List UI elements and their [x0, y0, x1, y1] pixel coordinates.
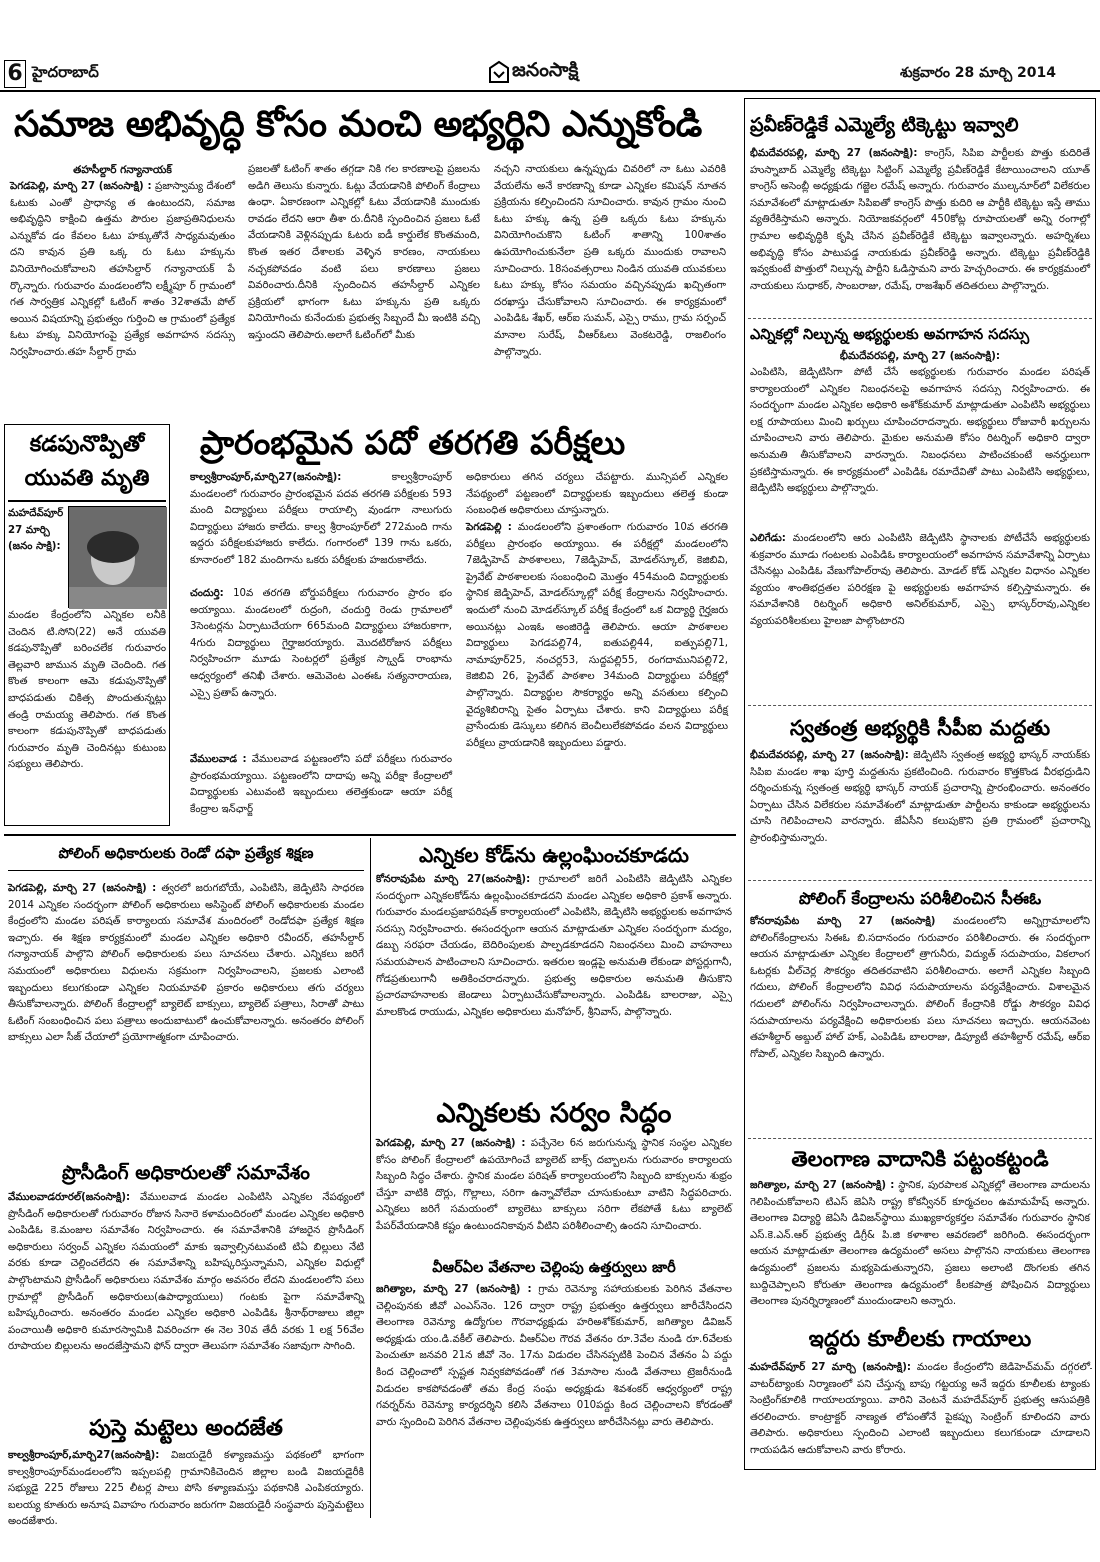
workers-dateline: మహదేవ్‌పూర్ 27 మార్చి (జనంసాక్షి):: [750, 1362, 911, 1373]
separator: [748, 880, 1092, 881]
exams-body-3: [190, 752, 452, 818]
page-number: [4, 60, 26, 88]
telangana-dateline: జగిత్యాల, మార్చి 27 (జనంసాక్షి) :: [750, 1180, 895, 1191]
ready-text: పచ్చేనెల 6న జరుగునున్న స్థానిక సంస్థల ఎన్నికల కోసం పోలింగ్ కేంద్రాలలో ఉపయోగించే బ్యాలెట్ బాక్స్ దబ్బాలను గురువారం కార్యాలయ సిబ్బంది సిద్ధం చేశారు. స్థానిక మండల పరిషత్ కార్యాలయంలోని సిబ్బంది బాక్సులను శుభ్రం చేస్తూ వాటికి దొర్లు, గొల్లాలు, సరిగా ఉన్నావోలేవా చూసుకుంటూ వాటిని సిద్ధపరిచారు. ఎన్నికలు జరిగే సమయంలో బ్యాలెటు బాక్సులు సరిగా లేకపోతే ఓటు బ్యాలెట్ పేపర్‌వేయడానికి కష్టం ఉంటుందనికావున వీటిని పరిశీలించాల్సి ఉందని సూచించారు.: [376, 1138, 732, 1232]
exams-body-5: [466, 520, 728, 820]
vra-body: [376, 1282, 732, 1514]
presiding-text: వేములవాడ మండల ఎంపిటిసి ఎన్నికల నేపథ్యంలో ప్రొసీడింగ్ అధికారులతో గురువారం రోజున సినారె కళామందిరంలో మండల ఎన్నికల అధికారి ఎంపిడిఓ కె.మంజుల సమావేశం నిర్వహించారు. ఈ సమావేశానికి హాజరైన ప్రొసీడింగ్ అధికారులు సర్వంచ్ ఎన్నికల సమయంలో మాకు ఇవ్వాల్సినటువంటి టిఏ బిల్లులు నేటి వరకు కూడా చెల్లించలేదని ఈ సమావేశాన్ని బహిష్కరిస్తున్నామని, ఎన్నికల విధుల్లో పాల్గొంటామని ప్రొసీడింగ్ అధికారులు సమావేశం మార్గం అవసరం లేదని మండలంలోని పలు గ్రామాల్లో ప్రొసీడింగ్ అధికారులు(ఉపాధ్యాయులు) గంటకు పైగా సమావేశాన్ని బహిష్కరించారు. అనంతరం మండల ఎన్నికల అధికారి ఎంపిడిఓ శ్రీనాథ్‌రాజులు జిల్లా పంచాయితీ అధికారి కుమారస్వామికి వివరించగా ఈ నెల 30వ తేదీ వరకు 1 లక్ష 56వేల రూపాయల బిల్లులను అందజేస్తామని ఫోన్ ద్వారా తెలుపగా సమావేశం సజావుగా సాగింది.: [8, 1192, 364, 1353]
exams-col-2: [466, 470, 728, 820]
story-polling-training: [8, 838, 364, 1145]
cpi-dateline: భీమదేవరపల్లి, మార్చి 27 (జనంసాక్షి):: [750, 750, 909, 761]
logo-text: జనంసాక్షి: [512, 59, 579, 81]
exams-text-2: 10వ తరగతి బోర్డుపరీక్షలు గురువారం ప్రారం భం అయ్యాయి. మండలంలో రుద్రంగి, చందుర్తి రెండు గ్రామాలలో 3సెంటర్లను ఏర్పాటుచేయగా 665మంది విద్యార్థులు హాజరుకాగా, 4గురు విద్యార్థులు గైర్హాజరయ్యారు. మొదటిరోజున పరీక్షలు నిర్వహించగా మూడు సెంటర్లలో ప్రత్యేక స్క్వాడ్ రాంభాను ఆధ్వర్యంలో తనిఖీ చేశారు. ఆమెవెంట ఎంఈఓ సత్యనారాయణ, ఎస్సై ప్రతాప్ ఉన్నారు.: [190, 588, 452, 699]
story-cpi-support: [750, 708, 1090, 882]
death-headline-2: యువతి మృతి: [24, 466, 150, 491]
exams-col-1: [190, 470, 452, 818]
wedding-text: విజయడైరీ కళ్యాణమస్తు పథకంలో భాగంగా కాల్వశ్రీరాంపూర్‌మండలంలోని ఇప్పలపల్లి గ్రామానికిచెందిన జిల్లాల బండి విజయడైరీకి సభ్యుడై 225 రోజులు 225 లీటర్ల పాలు పోసి కళ్యాణమస్తు పథకానికి ఎంపికయ్యారు. బలయ్య కూతురు అనూష వివాహం గురువారం జరుగగా విజయడైరీ సంస్థవారు పుస్తెమట్టెలు అందజేశారు.: [8, 1450, 364, 1528]
death-body: మండల కేంద్రంలోని ఎన్నికల లనీకి చెందిన టి.సోని(22) అనే యువతి కడపునొప్పితో బరించలేక గురువారం తెల్లవారి జామున మృతి చెందింది. గత కొంత కాలంగా ఆమె కడుపునొప్పితో బాధపడుతు చికిత్స పొందుతున్నట్లు తండ్రి రామయ్య తెలిపారు. గత కొంత కాలంగా కడుపునొప్పితో బాధపడుతు గురువారం మృతి చెందినట్లు కుటుంబ సభ్యులు తెలిపారు.: [8, 610, 166, 771]
praveen-headline: ప్రవీణ్‌రెడ్డికే ఎమ్మెల్యే టిక్కెట్టు ఇవ్వాలి: [750, 114, 1019, 136]
exams-dateline-3: వేములవాడ :: [190, 754, 247, 765]
story-presiding: [8, 1156, 364, 1406]
vra-headline: వీఆర్ఏల వేతనాల చెల్లింపు ఉత్తర్వులు జారీ: [432, 1260, 676, 1276]
presiding-headline: ప్రొసీడింగ్ అధికారులతో సమావేశం: [62, 1162, 310, 1184]
story-election-code: [376, 838, 732, 1088]
ready-body: [376, 1136, 732, 1254]
story-vra-wages: [376, 1254, 732, 1514]
vra-text: గ్రామ రెవెన్యూ సహాయకులకు పెరిగిన వేతనాల చెల్లింపునకు జీవో ఎంఎస్‌నెం. 126 ద్వారా రాష్ట్ర ప్రభుత్వం ఉత్తర్వులు జారీచేసిందని తెలంగాణ రెవెన్యూ ఉద్యోగుల గౌరవాధ్యక్షుడు హరిఅశోక్‌కుమార్, జగిత్యాల డివిజన్ అధ్యక్షుడు యం.డి.వకీల్ తెలిపారు. వీఆర్ఏల గౌరవ వేతనం రూ.3వేల నుండి రూ.6వేలకు పెంచుతూ జనవరి 21న జీవో నెం. 17ను విడుదల చేసినప్పటికి పెంచిన వేతనం ఏ పద్దు కింద చెల్లించాలో స్పష్టత నివ్వకపోవడంతో గత 3మాసాల నుండి వేతనాలు ట్రెజరీనుండి విడుదల కాకపోవడంతో తమ కేంద్ర సంఘ అధ్యక్షుడు శివశంకర్ ఆధ్వర్యంలో రాష్ట్ర గవర్నర్‌ను రెవెన్యూ కార్యదర్శిని కలిసి వేతనాలు 010పద్దు కింద చెల్లించాలని కోరడంతో వారు స్పందించి పెరిగిన వేతనాల చెల్లింపునకు ఉత్తర్వులు జారీచేసినట్లు వారు తెలిపారు.: [376, 1284, 732, 1428]
lead-body-2: ప్రజలతో ఓటింగ్ శాతం తగ్గడా నికి గల కారణాలపై ప్రజలను అడిగి తెలుసు కున్నారు. ఓట్లు వేయడానికి పోలింగ్ కేంద్రాలు ఉంధా. ఏకారణంగా ఎన్నికల్లో ఓటు వేయడానికి ముందుకు రావడం లేదని ఆరా తీశా రు.దీనికి స్పందించిన ప్రజలు ఓటే వేయడానికి వెళ్లినప్పుడు ఓటరు ఐడీ కార్డులేక కొంతమంది, కొంత ఇతర దేశాలకు వెళ్ళిన కారణం, నాయకులు నచ్చకపోవడం వంటి పలు కారణాలు ప్రజలు వివరించారు.దీనికి స్పందించిన తహసీల్దార్ ఎన్నికల ప్రక్రియలో భాగంగా ఓటు హక్కును ప్రతి ఒక్కరు వినియోగించు కునేందుకు ప్రభుత్వ సిబ్బందే మీ ఇంటికి వచ్చి ఇస్తుందని తెలిపారు.అలాగే ఓటింగ్‌లో మీకు: [248, 164, 480, 341]
polling-headline: పోలింగ్ అధికారులకు రెండో దఫా ప్రత్యేక శిక్షణ: [8, 838, 364, 871]
awareness-headline: ఎన్నికల్లో నిల్చున్న అభ్యర్థులకు అవగాహన సదస్సు: [750, 327, 1030, 343]
awareness-dateline: భీమదేవరపల్లి, మార్చి 27 (జనంసాక్షి):: [839, 350, 1001, 362]
workers-headline: ఇద్దరు కూలీలకు గాయాలు: [750, 1320, 1090, 1360]
story-wedding: [8, 1410, 364, 1548]
vra-dateline: జగిత్యాల, మార్చి 27 (జనంసాక్షి) :: [376, 1284, 532, 1295]
polling-text: త్వరలో జరుగబోయే, ఎంపిటిసి, జెడ్పిటిసి సాధరణ 2014 ఎన్నికల సందర్భంగా పోలింగ్ అధికారులు అసిస్టెంట్ పోలింగ్ అధికారులకు మండల కేంద్రంలోని మండల పరిషత్ కార్యాలయ సమావేశ మందిరంలో రెండోదఫా ప్రత్యేక శిక్షణ ఇచ్చారు. ఈ శిక్షణ కార్యక్రమంలో మండల ఎన్నికల అధికారి రవీందర్, తహసీల్దార్ గన్యానాయక్ పాల్గొని పోలింగ్ అధికారులకు పలు సూచనలు చేశారు. ఎన్నికలు జరిగే సమయంలో అధికారులు విధులను సక్రమంగా నిర్వహించాలని, ప్రజలకు ఎలాంటి ఇబ్బందులు కలుగకుండా ఎన్నికల నియమావళి ప్రకారం అధికారులు తగు చర్యలు తీసుకోవాలన్నారు. పోలింగ్ కేంద్రాలల్లో బ్యాలెట్ బాక్సులు, బ్యాలెట్ పత్రాలు, సిరాతో పాటు ఓటింగ్ సంబంధించిన పలు పత్రాలు అందుబాటులో ఉంచుకోవాలన్నారు. అనంతరం పోలింగ్ బాక్సులు ఎలా సీజ్ చేయాలో ప్రయోగాత్మకంగా చూపించారు.: [8, 883, 364, 1044]
awareness-dateline-2: ఎలిగేడు:: [750, 533, 786, 544]
death-rule: [8, 500, 166, 502]
lead-col-1: [10, 162, 235, 358]
praveen-body: [750, 146, 1090, 314]
lead-story: [10, 100, 730, 358]
section-rule: [4, 834, 736, 836]
exams-body-4: అధికారులు తగిన చర్యలు చేపట్టారు. మున్సిపల్ ఎన్నికల నేపథ్యంలో పట్టణంలో విద్యార్థులకు ఇబ్బందులు తలెత్త కుండా సంబంధిత అధికారులు చూస్తున్నారు.: [466, 472, 728, 517]
story-all-ready: [376, 1092, 732, 1254]
lead-dateline: పెగడపెల్లి, మార్చి 27 (జనంసాక్షి) :: [10, 181, 152, 192]
code-dateline: కోనరావుపేట మార్చి 27(జనంసాక్షి):: [376, 874, 531, 885]
ceo-text: మండలంలోని అన్నిగ్రామాలలోని పోలింగ్‌కేంద్రాలను సిఈఓ బి.సదానందం గురువారం పరిశీలించారు. ఈ సందర్భంగా ఆయన మాట్లాడుతూ ఎన్నికల కేంద్రాలలో త్రాగునీరు, విద్యుత్ సదుపాయం, వికలాంగ ఓటర్లకు వీల్‌చెర్ల సౌకర్యం తదితరవాటిని పరిశీలించారు. అలాగే ఎన్నికల సిబ్బంది గదులు, పోలింగ్ కేంద్రాలలోని వివిధ సదుపాయాలను పర్యవేక్షించారు. విశాలమైన గదులలో పోలింగ్‌ను నిర్వహించాలన్నారు. పోలింగ్ కేంద్రానికి రోడ్డు సౌకర్యం వివిధ సదుపాయాలను పర్యవేక్షించి అధికారులకు పలు సూచనలు ఇచ్చారు. ఆయనవెంట తహశీల్దార్ అబ్దుల్ హాల్ హక్, ఎంపిడిఓ బాలరాజు, డిప్యూటీ తహశీల్దార్ రమేష్, ఆర్ఐ గోపాల్, ఎన్నికల సిబ్బంది ఉన్నారు.: [750, 916, 1090, 1060]
exams-dateline: కాల్వశ్రీరాంపూర్,మార్చి27(జనంసాక్షి):: [190, 472, 342, 483]
ready-dateline: పెగడపెల్లి, మార్చి 27 (జనంసాక్షి) :: [376, 1138, 526, 1149]
cpi-text: జెడ్పిటిసి స్వతంత్ర అభ్యర్థి భాస్కర్ నాయక్‌కు సిపిఐ మండల శాఖ పూర్తి మద్దతును ప్రకటించింది. గురువారం కొత్తకొండ వీరభద్రుడిని దర్శించుకున్న స్వతంత్ర అభ్యర్థి భాస్కర్ నాయక్ ప్రచారాన్ని ప్రారంభించారు. అనంతరం ఏర్పాటు చేసిన విలేకరుల సమావేశంలో మాట్లాడుతూ పార్టీలను కాకుండా అభ్యర్థులను చూసి గెలిపించాలని వారన్నారు. జేఏసీని కలుపుకొని ప్రతి గ్రామంలో ప్రచారాన్ని ప్రారంభిస్తామన్నారు.: [750, 750, 1091, 844]
ceo-headline: పోలింగ్ కేంద్రాలను పరిశీలించిన సీఈఓ: [798, 889, 1042, 908]
exams-dateline-4: పెగడపెల్లి :: [466, 522, 512, 533]
exams-text-1: కాల్వశ్రీరాంపూర్ మండలంలో గురువారం ప్రారంభమైన పదవ తరగతి పరీక్షలకు 593 మంది విద్యార్థులు పరీక్షలు రాయాల్సి వుండగా నాలుగురు విద్యార్థులు హాజరు కాలేదు. కాల్వ శ్రీరాంపూర్‌లో 272మంది గాను ఇద్దరు పరీక్షలకుహాజరు కాలేదు. గంగారంలో 139 గాను ఒకరు, కూనారంలో 182 మందిగాను ఒకరు పరీక్షలకు హజరుకాలేదు.: [190, 472, 452, 566]
workers-body: [750, 1360, 1090, 1460]
masthead-rule: [0, 90, 1100, 92]
exams-dateline-2: చందుర్తి:: [190, 588, 224, 599]
praveen-dateline: భీమదేవరపల్లి, మార్చి 27 (జనంసాక్షి):: [750, 148, 918, 159]
story-death: [8, 428, 166, 771]
presiding-dateline: వేములవాడరూరల్(జనంసాక్షి):: [8, 1192, 131, 1203]
story-praveen: [750, 104, 1090, 314]
telangana-text: స్థానిక, పురపాలక ఎన్నికల్లో తెలంగాణ వాదులను గెలిపించుకోవాలని టిఎస్ జెఏసి రాష్ట్ర కోకన్వీనర్ కూర్మచలం ఉమామహేష్ అన్నారు. తెలంగాణ విద్యార్థి జెఏసి డివిజన్‌స్థాయి ముఖ్యకార్యకర్తల సమావేశం గురువారం స్థానిక ఎస్.కె.ఎన్.ఆర్ ప్రభుత్వ డిగ్రీ& పి.జి కళాశాల ఆవరణలో జరిగింది. ఈసందర్భంగా ఆయన మాట్లాడుతూ తెలంగాణ ఉద్యమంలో అసలు పాల్గొనని నాయకులు తెలంగాణ ఉద్యమంలో ప్రజలను మభ్యపెడుతున్నారని, ప్రజలు అలాంటి దొంగలకు తగిన బుద్దిచెప్పాలని కోరుతూ తెలంగాణ ఉద్యమంలో కీలకపాత్ర పోషించిన విద్యార్థులు తెలంగాణ పునర్నిర్మాణంలో ముందుండాలని అన్నారు.: [750, 1180, 1090, 1308]
death-headline-1: కడపునొప్పితో: [29, 432, 145, 457]
logo-emblem-icon: [488, 60, 510, 86]
awareness-body: ఎంపిటిసి, జెడ్పిటిసిగా పోటీ చేసే అభ్యర్థులకు గురువారం మండల పరిషత్ కార్యాలయంలో ఎన్నికల నిబంధనలపై అవగాహన సదస్సు నిర్వహించారు. ఈ సందర్భంగా మండల ఎన్నికల అధికారి అశోక్‌కుమార్ మాట్లాడుతూ ఎంపిటిసి అభ్యర్థులు లక్ష రూపాయలు మించి ఖర్చులు చూపించరాదన్నారు. అభ్యర్థులు రోజువారీ ఖర్చులను చూపించాలని వారు తెలిపారు. మైకుల అనుమతి కోసం రిటర్నింగ్ అధికారి ద్వారా అనుమతి తీసుకోవాలని వారన్నారు. నిబంధనలు పాటించకుంటే అనర్హులుగా ప్రకటిస్తామన్నారు. ఈ కార్యక్రమంలో ఎంపిడిఓ రమాదేవితో పాటు ఎంపిటిసి అభ్యర్థులు, జెడ్పిటిసి అభ్యర్థులు పాల్గొన్నారు.: [750, 367, 1090, 495]
ready-headline: ఎన్నికలకు సర్వం సిద్ధం: [436, 1098, 672, 1129]
exams-body-2: [190, 586, 452, 752]
exams-text-3: వేములవాడ పట్టణంలోని పదో పరీక్షలు గురువారం ప్రారంభమయ్యాయి. పట్టణంలోని దాదాపు అన్ని పరీక్షా కేంద్రాలలో విద్యార్థులకు ఎటువంటి ఇబ్బందులు తలెత్తకుండా ఆయా పరీక్ష కేంద్రాల ఇన్‌ఛార్జ్: [190, 754, 452, 815]
polling-dateline: పెగడపెల్లి, మార్చి 27 (జనంసాక్షి) :: [8, 883, 157, 894]
polling-body: [8, 881, 364, 1145]
portrait-photo-icon: [69, 507, 167, 609]
edition-name: హైదరాబాద్: [32, 63, 99, 81]
lead-body-3: నచ్చని నాయకులు ఉన్నప్పుడు చివరిలో నా ఓటు ఎవరికి వేయలేను అనే కారణాన్ని కూడా ఎన్నికల కమిషన్ నూతన ప్రక్రియను కల్పించిందని సూచించారు. కావున గ్రామం నుంచి ఓటు హక్కు ఉన్న ప్రతి ఒక్కరు ఓటు హక్కును వినియోగించుకొని ఓటింగ్ శాతాన్ని 100శాతం ఉపయోగించుకునేలా ప్రతి ఒక్కరు ముందుకు రావాలని సూచించారు. 18సంవత్సరాలు నిండిన యువతి యువకులు ఓటు హక్కు కోసం సమయం వచ్చినప్పుడు ఖచ్చితంగా దరఖాస్తు చేసుకోవాలని సూచించారు. ఈ కార్యక్రమంలో ఎంపిడిఓ శేఖర్, ఆర్ఐ సుమన్, ఎస్సై రాము, గ్రామ సర్పంచ్ మానాల సురేష్, వీఆర్ఓలు వెంకటరెడ్డి, రాజలింగం పాల్గొన్నారు.: [494, 164, 726, 358]
presiding-body: [8, 1190, 364, 1406]
praveen-text: కాంగ్రెస్, సిపిఐ పార్టీలకు పొత్తు కుదిరితే హుస్నాబాద్ ఎమ్మెల్యే టిక్కెట్టు సిట్టింగ్ ఎమ్మెల్యే ప్రవీణ్‌రెడ్డికే కేటాయించాలని యూత్ కాంగ్రెస్ అసెంబ్లీ అధ్యక్షుడు గజ్జెల రమేష్ అన్నారు. గురువారం ముల్కనూర్‌లో విలేకరుల సమావేశంలో మాట్లాడుతూ సిపిఐతో కాంగ్రెస్ పొత్తు కుదిరి ఆ పార్టీకి టిక్కెట్టు ఇస్తే తాము వ్యతిరేకిస్తామని అన్నారు. నియోజకవర్గంలో 450కోట్ల రూపాయలతో అన్ని రంగాల్లో గ్రామాల అభివృద్ధికి కృషి చేసిన ప్రవీణ్‌రెడ్డికే టిక్కెట్టు ఇవ్వాలన్నారు. అహర్నిశలు అభివృద్ధి కోసం పాటుపడ్డ నాయకుడు ప్రవీణ్‌రెడ్డి అన్నారు. టిక్కెట్టు ప్రవీణ్‌రెడ్డికి ఇవ్వకుంటే పొత్తులో నిల్చున్న పార్టీని ఓడిస్తామని వారు హెచ్చరించారు. ఈ కార్యక్రమంలో నాయకులు సుధాకర్, సాంబరాజు, రమేష్, రాజశేఖర్ తదితరులు పాల్గొన్నారు.: [750, 148, 1091, 292]
masthead: [0, 0, 1100, 96]
telangana-headline: తెలంగాణ వాదానికి పట్టంకట్టండి: [791, 1147, 1049, 1171]
awareness-text-2: మండలంలోని ఆరు ఎంపిటిసి జెడ్పిటిసి స్థానాలకు పోటీచేసే అభ్యర్థులకు శుక్రవారం మూడు గంటలకు ఎంపిడిఓ కార్యాలయంలో అవగాహన సమావేశాన్ని ఏర్పాటు చేసినట్లు ఎంపిడిఓ వేణుగోపాల్‌రావు తెలిపారు. మోడల్ కోడ్ ఎన్నికల విధానం ఎన్నికల వ్యయం శాంతిభద్రతల పరిరక్షణ పై అభ్యర్థులకు అవగాహన కల్పిస్తామన్నారు. ఈ సమావేశానికి రిటర్నింగ్ అధికారి అనిల్‌కుమార్, ఎస్సై భాస్కర్‌రావు,ఎన్నికల వ్యయపరిశీలకులు హైలజా పాల్గొంటారని: [750, 533, 1090, 627]
cpi-headline: స్వతంత్ర అభ్యర్థికి సీపీఐ మద్దతు: [789, 716, 1051, 740]
story-workers: [750, 1320, 1090, 1460]
death-dateline: మహదేవ్‌పూర్ 27 మార్చి (జనం సాక్షి):: [8, 508, 64, 553]
workers-text: మండల కేంద్రంలోని జెడిహెచ్‌మమ్ దగ్గరలో వాటర్‌ట్యాంకు నిర్మాణంలో పని చేస్తున్న బాపు గట్టయ్య అనే ఇద్దరు కూలీలకు ట్యాంకు సెంట్రింగ్‌కూలికి గాయాలయ్యాయి. వారిని వెంటనే మహదేవ్‌పూర్ ప్రభుత్వ ఆసుపత్రికి తరలించారు. కాంట్రాక్టర్ నాణ్యత లోపంతోనే పైకప్పు సెంట్రింగ్ కూలిందని వారు తెలిపారు. అధికారులు స్పందించి ఎలాంటి ఇబ్బందులు కలుగకుండా చూడాలని గాయపడిన ఆదుకోవాలని వారు కోరారు.: [750, 1362, 1090, 1456]
ceo-body: [750, 914, 1090, 1132]
code-text: గ్రామాలలో జరిగే ఎంపిటిసి జెడ్పిటిసి ఎన్నికల సందర్భంగా ఎన్నికలకోడ్‌ను ఉల్లంఘించకూడదని మండల ఎన్నికల అధికారి ప్రకాశ్ అన్నారు. గురువారం మండలప్రజాపరిషత్ కార్యాలయంలో ఎంపిటిసి, జెడ్పిటిసి అభ్యర్థులకు అవగాహన సదస్సు నిర్వహించారు. ఈసందర్భంగా ఆయన మాట్లాడుతూ ఎన్నికల సందర్భంగా మద్యం, డబ్బు సరఫరా చేయడం, బెదిరింపులకు పాల్పడకూడదని నిబంధనలు మించి వాహనాలు సమయపాలన పాటించాలని సూచించారు. ఇతరుల ఇండ్లపై అనుమతి లేకుండా పోస్టర్లుగానీ, గోడప్రతులుగానీ అతికించరాదన్నారు. ప్రభుత్వ అధికారుల అనుమతి తీసుకొని ప్రచారవాహనాలకు జెండాలు ఏర్పాటుచేసుకోవాలన్నారు. ఎంపిడిఓ బాలరాజు, ఎస్సై మాలకొండ రాయుడు, ఎన్నికల అధికారులు మనోహర్, శ్రీనివాస్, పాల్గొన్నారు.: [376, 874, 732, 1018]
page-number-text: 6: [7, 61, 23, 86]
issue-date: శుక్రవారం 28 మార్చి 2014: [900, 65, 1057, 81]
ceo-dateline: కోనరావుపేట మార్చి 27 (జనంసాక్షి): [750, 916, 936, 927]
story-ceo-inspection: [750, 884, 1090, 1132]
lead-byline: తహసీల్దార్ గన్యానాయక్: [73, 164, 172, 176]
awareness-body-2: [750, 531, 1090, 697]
wedding-dateline: కాల్వశ్రీరాంపూర్,మార్చి27(జనంసాక్షి):: [8, 1450, 160, 1461]
column-rule: [370, 838, 371, 1518]
exams-text-5: మండలంలోని ప్రశాంతంగా గురువారం 10వ తరగతి పరీక్షలు ప్రారంభం అయ్యాయి. ఈ పరీక్షల్లో మండలంలోని 7జెడ్పిహెచ్ పాఠశాలలు, 7జెడ్పిహెచ్, మోడల్‌స్కూల్, కెజిబివి, ప్రైవేట్ పాఠశాలలకు సంబంధించి మొత్తం 454మంది విద్యార్థులకు స్థానిక జెడ్పిహెచ్, మోడల్‌స్కూల్లో పరీక్ష కేంద్రాలను నిర్వహించారు. ఇందులో నుంచి మోడల్‌స్కూల్ పరీక్ష కేంద్రంలో ఒక విద్యార్థి గైర్హజరు అయినట్లు ఎంఇఓ అంజిరెడ్డి తెలిపారు. ఆయా పాఠశాలల విద్యార్థులు పెగడపల్లి74, ఐతుపల్లి44, ఐత్పుపల్లి71, నామాపూర్25, నంచర్ల53, సుద్దపల్లి55, రంగదామునిపల్లి72, కెజిబివి 26, ప్రైవేట్ పాఠశాల 34మంది విద్యార్థులు పరీక్షల్లో పాల్గొన్నారు. విద్యార్థుల సౌకర్యార్థం అన్ని వసతులు కల్పించి వైద్యశిబిరాన్ని సైతం ఏర్పాటు చేశారు. కాని విద్యార్థులు పరీక్ష వ్రాసేందుకు డెస్కులు కలిగిన బెంచీలులేకపోవడం వలన విద్యార్థులు పరీక్షలు వ్రాయడానికి ఇబ్బందులు పడ్డారు.: [466, 522, 728, 749]
exams-headline: ప్రారంభమైన పదో తరగతి పరీక్షలు: [200, 423, 626, 462]
story-exams: [190, 420, 730, 830]
lead-text-1: ప్రజాస్వామ్య దేశంలో ఓటుకు ఎంతో ప్రాధాన్య త ఉంటుందని, సమాజ అభివృద్ధిని కాక్షించి ఉత్తమ పౌరుల ప్రజాప్రతినిధులను ఎన్నుకోవ డం కేవలం ఓటు హక్కుతోనే సాధ్యమవుతుం దని కావున ప్రతి ఒక్క రు ఓటు హక్కును వినియోగించుకోవాలని తహసిల్దార్ గన్యానాయక్ పే ర్కొన్నారు. గురువారం మండలంలోని లక్ష్మీపూ ర్ గ్రామంలో గత సార్వత్రిక ఎన్నికల్లో ఓటింగ్ శాతం 32శాతమే పోల్ అయిన విషయాన్ని ప్రభుత్వం గుర్తించి ఆ గ్రామంలో ప్రత్యేక ఓటు హక్కు వినియోగంపై ప్రత్యేక అవగాహన సదస్సు నిర్వహించారు.తహ సీల్దార్ గ్రామ: [10, 181, 235, 358]
separator: [748, 318, 1092, 319]
wedding-headline: పుస్తె మట్టెలు అందజేత: [89, 1416, 283, 1441]
logo: [488, 58, 614, 88]
death-photo: [68, 506, 166, 608]
separator: [748, 705, 1092, 706]
exams-body-1: [190, 470, 452, 586]
lead-body-1: [10, 179, 235, 358]
cpi-body: [750, 748, 1090, 882]
wedding-body: [8, 1448, 364, 1548]
story-awareness: [750, 322, 1090, 697]
code-headline: ఎన్నికల కోడ్‌ను ఉల్లంఘించకూడదు: [419, 843, 689, 867]
lead-headline: సమాజ అభివృద్ధి కోసం మంచి అభ్యర్థిని ఎన్నుకోండి: [14, 104, 702, 145]
separator: [748, 1138, 1092, 1139]
code-body: [376, 872, 732, 1088]
